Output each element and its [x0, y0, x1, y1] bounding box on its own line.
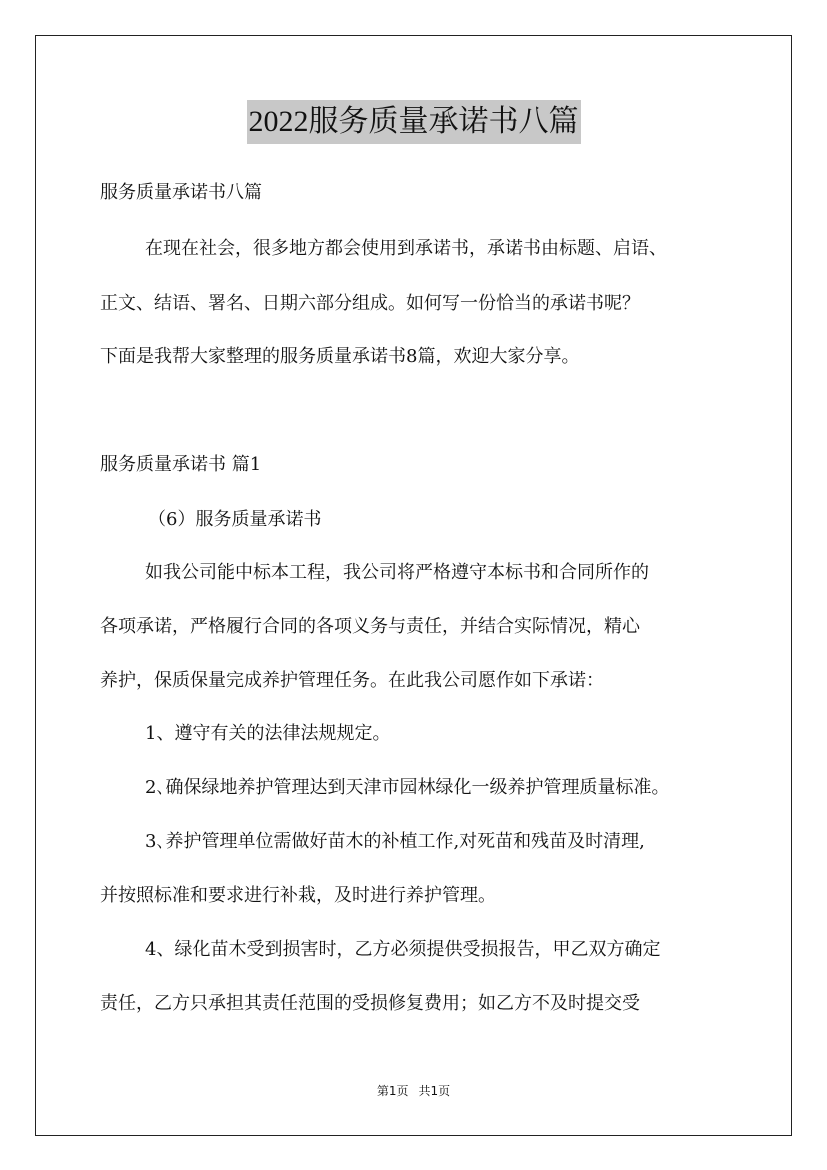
item-4-line-1: 4、绿化苗木受到损害时，乙方必须提供受损报告，甲乙双方确定 [145, 939, 661, 960]
intro-line-2: 正文、结语、署名、日期六部分组成。如何写一份恰当的承诺书呢？ [100, 293, 640, 314]
section-subheading: （6）服务质量承诺书 [148, 509, 322, 530]
page-footer [0, 1082, 827, 1099]
item-4-line-2: 责任，乙方只承担其责任范围的受损修复费用；如乙方不及时提交受 [100, 993, 640, 1014]
item-3-line-2: 并按照标准和要求进行补栽，及时进行养护管理。 [100, 885, 496, 906]
intro-line-3: 下面是我帮大家整理的服务质量承诺书8篇，欢迎大家分享。 [100, 346, 580, 367]
page-total: 共1页 [418, 1084, 451, 1098]
page-number: 第1页 [376, 1084, 409, 1098]
document-subtitle: 服务质量承诺书八篇 [100, 182, 262, 203]
item-3-line-1: 3､养护管理单位需做好苗木的补植工作,对死苗和残苗及时清理, [145, 831, 645, 852]
intro-line-1: 在现在社会，很多地方都会使用到承诺书，承诺书由标题、启语、 [145, 238, 667, 259]
item-2: 2､确保绿地养护管理达到天津市园林绿化一级养护管理质量标准。 [145, 777, 670, 798]
document-title-wrap [0, 100, 827, 144]
para1-line-2: 各项承诺，严格履行合同的各项义务与责任，并结合实际情况，精心 [100, 616, 640, 637]
para1-line-1: 如我公司能中标本工程，我公司将严格遵守本标书和合同所作的 [145, 562, 649, 583]
item-1: 1、遵守有关的法律法规规定。 [145, 723, 391, 744]
document-title: 2022服务质量承诺书八篇 [247, 100, 581, 144]
para1-line-3: 养护，保质保量完成养护管理任务。在此我公司愿作如下承诺： [100, 670, 604, 691]
section-heading: 服务质量承诺书 篇1 [100, 454, 262, 475]
